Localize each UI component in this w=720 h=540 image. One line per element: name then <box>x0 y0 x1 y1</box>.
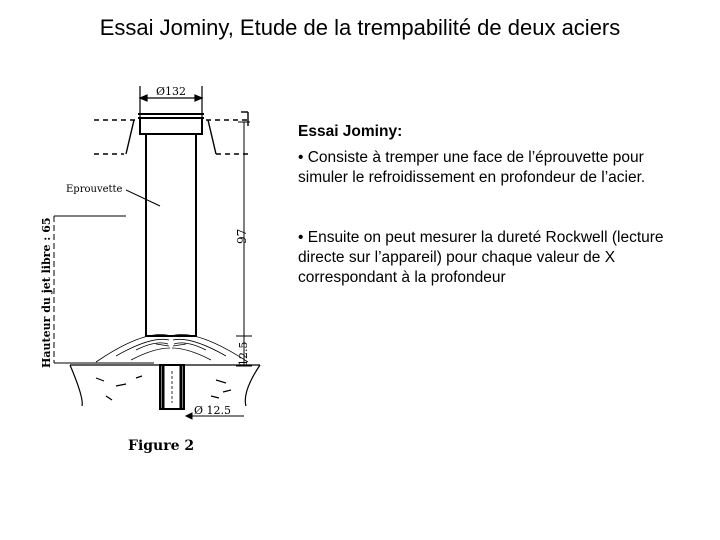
gap-label: 12.5 <box>237 341 250 366</box>
jet-height-label: Hauteur du jet libre : 65 <box>40 217 53 368</box>
specimen-flange <box>138 114 204 134</box>
text-heading: Essai Jominy: <box>298 123 403 140</box>
text-panel <box>298 122 698 288</box>
bullet-item: • Consiste à tremper une face de l’éprouvette pour simuler le refroidissement en profondeur de l’acier. <box>298 149 646 186</box>
jominy-diagram <box>36 78 286 458</box>
specimen-shaft <box>146 134 196 336</box>
jet-height-dimension <box>54 216 154 363</box>
nozzle-label: Ø 12.5 <box>194 404 232 417</box>
length-label: 97 <box>235 228 249 244</box>
figure-caption: Figure 2 <box>128 438 195 454</box>
slide-title: Essai Jominy, Etude de la trempabilité de deux aciers <box>99 15 621 40</box>
top-diameter-label: Ø132 <box>156 85 187 98</box>
bullet-item: • Ensuite on peut mesurer la dureté Rockwell (lecture directe sur l’appareil) pour chaque valeur de X correspondant à la profondeur <box>298 229 664 286</box>
nozzle <box>160 365 184 409</box>
specimen-label: Eprouvette <box>66 184 123 195</box>
water-jet <box>96 334 248 362</box>
